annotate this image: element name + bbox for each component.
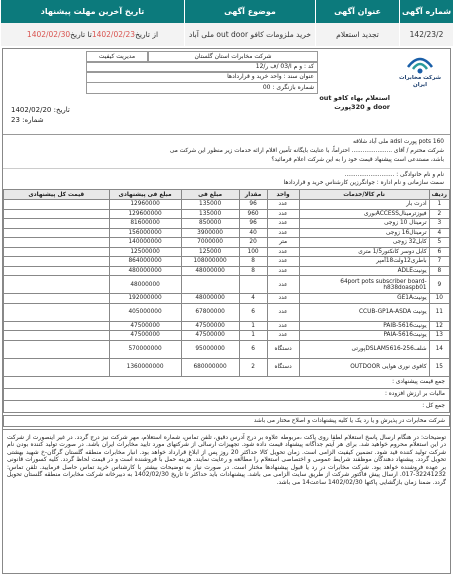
item-unit: عدد — [267, 276, 299, 294]
inquiry-title-line1: استعلام بهاء کافو out — [319, 94, 390, 102]
item-name: یونیت CCUB-GP1A-ASDA — [299, 303, 429, 321]
item-unit-price: 108000000 — [181, 257, 239, 267]
item-offered-price: 47500000 — [109, 331, 181, 341]
rejection-note: شرکت مخابرات در پذیرش و یا رد یک یا کلیه پیشنهادات و اصلاح مختار می باشد — [3, 415, 450, 427]
item-unit: عدد — [267, 294, 299, 304]
item-total-price[interactable] — [4, 358, 110, 376]
items-table-header — [4, 190, 450, 200]
item-unit: عدد — [267, 209, 299, 219]
item-qty: 100 — [239, 247, 267, 257]
header-deadline: تاریخ آخرین مهلت پیشنهاد — [0, 0, 184, 23]
row-number: 13 — [429, 331, 449, 341]
inquiry-document — [2, 48, 451, 574]
row-number: 8 — [429, 266, 449, 276]
date-block — [11, 105, 70, 125]
table-row — [4, 247, 450, 257]
col-total-price: قیمت کل پیشنهادی — [4, 190, 110, 200]
item-unit: متر — [267, 238, 299, 248]
item-name: باطری12ولت18آمپر — [299, 257, 429, 267]
document-code: کد : و م ا/03 /ف ر/12 — [86, 61, 318, 73]
item-qty: 1 — [239, 321, 267, 331]
item-unit: عدد — [267, 219, 299, 229]
document-date: تاریخ: 1402/02/20 — [11, 106, 70, 114]
table-row — [4, 266, 450, 276]
item-total-price[interactable] — [4, 303, 110, 321]
item-total-price[interactable] — [4, 228, 110, 238]
table-row — [4, 228, 450, 238]
item-name: شلف256-DSLAM5616پورتی — [299, 340, 429, 358]
item-unit-price: 680000000 — [181, 358, 239, 376]
item-total-price[interactable] — [4, 219, 110, 229]
row-number: 14 — [429, 340, 449, 358]
row-number: 7 — [429, 257, 449, 267]
item-unit: عدد — [267, 321, 299, 331]
col-row: ردیف — [429, 190, 449, 200]
item-name: کافوی نوری هوایی OUTDOOR — [299, 358, 429, 376]
item-name: کابل دوسر کانکتور1/5 متری — [299, 247, 429, 257]
announcement-title[interactable]: تجدید استعلام — [315, 23, 399, 46]
deadline-to: 1402/02/30 — [26, 30, 71, 39]
item-total-price[interactable] — [4, 238, 110, 248]
row-number: 1 — [429, 200, 449, 210]
row-number: 12 — [429, 321, 449, 331]
item-qty: 960 — [239, 209, 267, 219]
item-offered-price: 12500000 — [109, 247, 181, 257]
table-row — [4, 238, 450, 248]
item-name: ترمینال16 زوجی — [299, 228, 429, 238]
table-row — [4, 219, 450, 229]
item-offered-price: 48000000 — [109, 276, 181, 294]
document-number: شماره: 23 — [11, 116, 44, 124]
item-offered-price: 12960000 — [109, 200, 181, 210]
item-unit-price: 135000 — [181, 209, 239, 219]
table-row — [4, 294, 450, 304]
item-offered-price: 570000000 — [109, 340, 181, 358]
inquiry-title-line2: door و 320پورت — [334, 103, 390, 111]
item-offered-price: 480000000 — [109, 266, 181, 276]
row-number: 4 — [429, 228, 449, 238]
item-unit-price: 67800000 — [181, 303, 239, 321]
item-unit-price: 47500000 — [181, 321, 239, 331]
col-unit: واحد — [267, 190, 299, 200]
row-number: 6 — [429, 247, 449, 257]
item-unit-price — [181, 276, 239, 294]
document-header — [3, 49, 450, 135]
table-row — [4, 276, 450, 294]
table-row — [4, 303, 450, 321]
table-row — [4, 340, 450, 358]
summary-total: جمع قیمت پیشنهادی : — [3, 377, 450, 389]
quality-management: مدیریت کیفیت — [86, 51, 148, 63]
item-qty: 8 — [239, 257, 267, 267]
item-name: یونیتPAIB-5616 — [299, 321, 429, 331]
col-item: نام کالا/خدمات — [299, 190, 429, 200]
table-row — [4, 257, 450, 267]
item-name: 64port pots subscriber board-h838doaspb01 — [299, 276, 429, 294]
company-logo — [394, 53, 446, 89]
intro-line3: باشد، مستدعی است پیشنهاد قیمت خود را به این شرکت اعلام فرمائید؟ — [271, 157, 444, 163]
position-line: سمت سازمانی و نام اداره : جوانگرزین کارشناس خرید و قراردادها — [283, 180, 444, 186]
item-offered-price: 140000000 — [109, 238, 181, 248]
item-unit: دستگاه — [267, 340, 299, 358]
item-qty: 4 — [239, 294, 267, 304]
announcement-header-row — [0, 0, 453, 23]
announcement-bar — [0, 0, 453, 46]
item-unit-price: 135000 — [181, 200, 239, 210]
intro-line1: pots 160 پورت adsl ملی آباد شلاقه — [352, 139, 444, 145]
item-qty: 1 — [239, 331, 267, 341]
intro-text — [3, 135, 450, 169]
item-name: ترمینال 10 زوجی — [299, 219, 429, 229]
item-qty: 8 — [239, 266, 267, 276]
item-unit: عدد — [267, 331, 299, 341]
item-qty: 6 — [239, 303, 267, 321]
item-qty: 20 — [239, 238, 267, 248]
item-total-price[interactable] — [4, 276, 110, 294]
item-offered-price: 405000000 — [109, 303, 181, 321]
company-name: شرکت مخابرات استان گلستان — [148, 51, 318, 63]
contact-info — [3, 169, 450, 189]
announcement-number[interactable]: 142/23/2 — [399, 23, 453, 46]
item-name: یونیتPAIA-5616 — [299, 331, 429, 341]
row-number: 5 — [429, 238, 449, 248]
table-row — [4, 200, 450, 210]
item-unit-price: 125000 — [181, 247, 239, 257]
col-offered-price: مبلغ فی پیشنهادی — [109, 190, 181, 200]
item-total-price[interactable] — [4, 247, 110, 257]
name-line: نام و نام خانوادگی : ........................... — [344, 172, 444, 178]
item-offered-price: 864000000 — [109, 257, 181, 267]
item-unit-price: 850000 — [181, 219, 239, 229]
item-unit: عدد — [267, 303, 299, 321]
col-unit-price: مبلغ فی — [181, 190, 239, 200]
header-number: شماره آگهی — [399, 0, 453, 23]
row-number: 10 — [429, 294, 449, 304]
item-unit-price: 48000000 — [181, 266, 239, 276]
item-total-price[interactable] — [4, 321, 110, 331]
item-name: یونیتGE1A — [299, 294, 429, 304]
item-total-price[interactable] — [4, 266, 110, 276]
item-unit: عدد — [267, 257, 299, 267]
row-number: 9 — [429, 276, 449, 294]
item-name: فیوزترمینالACCESSبوری — [299, 209, 429, 219]
item-total-price[interactable] — [4, 294, 110, 304]
table-row — [4, 358, 450, 376]
item-unit: دستگاه — [267, 358, 299, 376]
item-unit-price: 3900000 — [181, 228, 239, 238]
item-total-price[interactable] — [4, 209, 110, 219]
summary-tax: مالیات بر ارزش افزوده : — [3, 389, 450, 401]
announcement-value-row — [0, 23, 453, 46]
deadline-mid: تا تاریخ — [70, 30, 92, 39]
item-total-price[interactable] — [4, 340, 110, 358]
item-offered-price: 1360000000 — [109, 358, 181, 376]
item-name: ادرت بار — [299, 200, 429, 210]
item-qty: 96 — [239, 200, 267, 210]
item-qty: 40 — [239, 228, 267, 238]
header-title: عنوان آگهی — [315, 0, 399, 23]
item-offered-price: 81600000 — [109, 219, 181, 229]
item-offered-price: 156000000 — [109, 228, 181, 238]
item-offered-price: 129600000 — [109, 209, 181, 219]
item-offered-price: 192000000 — [109, 294, 181, 304]
row-number: 2 — [429, 209, 449, 219]
item-name: کابل32 زوجی — [299, 238, 429, 248]
header-subject: موضوع آگهی — [184, 0, 315, 23]
item-total-price[interactable] — [4, 200, 110, 210]
item-unit: عدد — [267, 200, 299, 210]
item-name: یونیتADLE — [299, 266, 429, 276]
item-unit: عدد — [267, 247, 299, 257]
item-total-price[interactable] — [4, 257, 110, 267]
summary-grand: جمع کل : — [3, 401, 450, 413]
document-unit: عنوان سند : واحد خرید و قراردادها — [86, 71, 318, 83]
item-unit: عدد — [267, 266, 299, 276]
intro-line2: شرکت محترم / آقای ...................... احتراماً، با عنایت بایگانه تأمین اقلام ارائه خدمات زیر منظور این شرکت می — [169, 148, 444, 154]
announcement-subject[interactable]: خرید ملزومات کافو out door ملی آباد — [184, 23, 315, 46]
row-number: 3 — [429, 219, 449, 229]
row-number: 15 — [429, 358, 449, 376]
item-qty: 6 — [239, 340, 267, 358]
terms-text: توضیحات: در هنگام ارسال پاسخ استعلام لطفا روی پاکت ،مربوطه علاوه بر درج آدرس دقیق، تلفن تماس، شماره استعلام، مهر شرکت نیز درج گردد. در غیر اینصورت از شرکت در این استعلام محروم خواهید شد. برای هر آیتم جداگانه پیشنهاد قیمت داده شود. تجهیزات ارسالی از شرکتهای مورد تایید مخابرات ایران باشد. در صورت تولید کننده بودن نام شرکت تولید کننده قید شود. تضمین کیفیت الزامی است. زمان تحویل کالا حداکثر 20 روز پس از ابلاغ قرارداد خواهد بود. انبار مخابرات منطقه گلستان گرگان-خ شهید بهشتی تحویل گردد. پیشنهاد دهندگان موظفند شرایط عمومی و اختصاصی استعلام را مطالعه و رعایت نمایند. هزینه حمل با فروشنده است و در قیمت لحاظ گردد. کلیه کسورات قانونی بر عهده فروشنده خواهد بود. شرکت مخابرات در رد یا قبول پیشنهادها مختار است. در صورت نیاز به توضیحات بیشتر با کارشناس خرید تماس حاصل فرمایید. تلفن تماس: 32241232-017. ارسال پیش فاکتور شرکت از طریق سایت الزامی می باشد. پیشنهادات باید حداکثر تا تاریخ 1402/02/30 به دبیرخانه شرکت مخابرات منطقه گلستان تحویل گردد. ضمنا زمان بازگشایی پاکتها 1402/02/30 ساعت14 می باشد. — [3, 429, 450, 491]
item-qty: 2 — [239, 358, 267, 376]
item-offered-price: 47500000 — [109, 321, 181, 331]
row-number: 11 — [429, 303, 449, 321]
item-unit-price: 95000000 — [181, 340, 239, 358]
announcement-deadline — [0, 23, 184, 46]
deadline-from: 1402/02/23 — [91, 30, 136, 39]
deadline-prefix: از تاریخ — [135, 30, 159, 39]
telecom-logo-icon — [405, 53, 435, 75]
table-row — [4, 321, 450, 331]
item-qty — [239, 276, 267, 294]
item-unit-price: 48000000 — [181, 294, 239, 304]
col-qty: مقدار — [239, 190, 267, 200]
logo-text: شرکت مخابرات ایران — [398, 75, 442, 88]
table-row — [4, 331, 450, 341]
item-qty: 96 — [239, 219, 267, 229]
revision-number: شماره بازنگری : 00 — [86, 82, 318, 94]
table-row — [4, 209, 450, 219]
item-unit-price: 7000000 — [181, 238, 239, 248]
inquiry-title — [319, 94, 390, 112]
items-table — [3, 189, 450, 377]
item-total-price[interactable] — [4, 331, 110, 341]
item-unit: عدد — [267, 228, 299, 238]
item-unit-price: 47500000 — [181, 331, 239, 341]
